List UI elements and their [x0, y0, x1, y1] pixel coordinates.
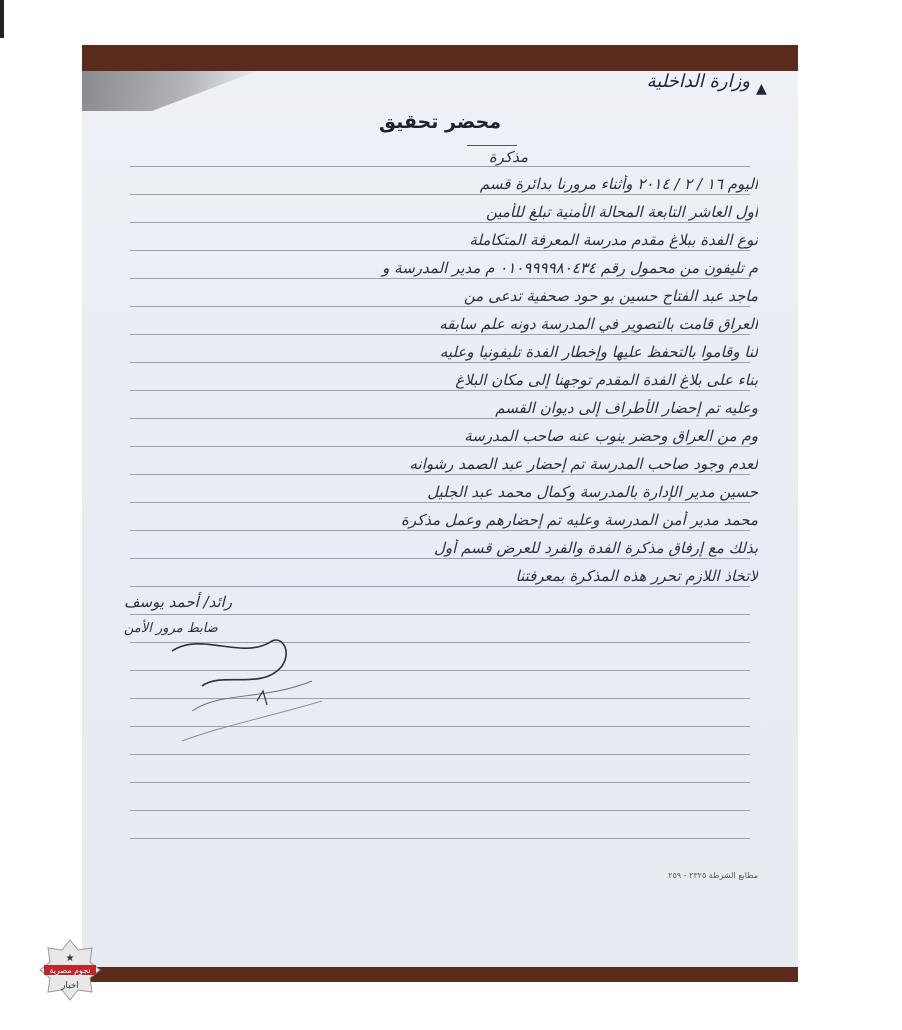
signature-stroke [182, 701, 322, 741]
logo-text-top: نجوم مصرية [49, 966, 91, 975]
ruled-line [130, 278, 750, 279]
handwritten-line: وعليه تم إحضار الأطراف إلى ديوان القسم [495, 399, 758, 417]
ruled-line [130, 306, 750, 307]
handwritten-line: العراق قامت بالتصوير في المدرسة دونه علم سابقه [439, 315, 758, 333]
handwritten-line: ماجد عبد الفتاح حسين بو حود صحفية تدعى من [463, 287, 758, 305]
ruled-line [130, 418, 750, 419]
ruled-line [130, 194, 750, 195]
ruled-line [130, 838, 750, 839]
title-underline [467, 145, 517, 146]
handwritten-line: لاتخاذ اللازم تحرر هذه المذكرة بمعرفتنا [515, 567, 758, 585]
print-footer: مطابع الشرطة ٢٣٢٥ - ٢٥٩ [668, 871, 758, 880]
ruled-line [130, 502, 750, 503]
document-title: محضر تحقيق [379, 111, 501, 133]
handwritten-line: بذلك مع إرفاق مذكرة الفدة والفرد للعرض قسم أول [433, 539, 758, 557]
ruled-line [130, 754, 750, 755]
ruled-line [130, 334, 750, 335]
handwritten-line: وم من العراق وحضر ينوب عنه صاحب المدرسة [464, 427, 758, 445]
handwritten-line: حسين مدير الإدارة بالمدرسة وكمال محمد عبد الجليل [427, 483, 758, 501]
signature-stroke [192, 681, 312, 711]
ruled-line [130, 390, 750, 391]
signature-scribble [162, 631, 322, 751]
photo-frame [82, 45, 798, 982]
handwritten-line: مذكرة [488, 148, 528, 166]
ruled-line [130, 362, 750, 363]
ruled-line [130, 810, 750, 811]
signature-stroke [172, 640, 286, 686]
handwritten-line: م تليفون من محمول رقم ٠١٠٩٩٩٩٨٠٤٣٤ م مدير المدرسة و [382, 259, 758, 277]
emblem-icon: ▲ [756, 81, 767, 97]
ruled-line [130, 474, 750, 475]
ruled-line [130, 614, 750, 615]
signer-title: ضابط مرور الأمن [124, 621, 218, 636]
handwritten-line: نوع الفدة ببلاغ مقدم مدرسة المعرفة المتكاملة [469, 231, 758, 249]
ruled-line [130, 782, 750, 783]
ruled-line [130, 530, 750, 531]
handwritten-line: محمد مدير أمن المدرسة وعليه تم إحضارهم وعمل مذكرة [401, 511, 758, 529]
watermark-logo [38, 938, 102, 1002]
ministry-header: وزارة الداخلية [646, 71, 750, 92]
handwritten-line: لنا وقاموا بالتحفظ عليها وإخطار الفدة تليفونيا وعليه [439, 343, 758, 361]
corner-mark [0, 0, 4, 38]
handwritten-line: اليوم ١٦ / ٢ / ٢٠١٤ وأثناء مرورنا بدائرة قسم [479, 175, 758, 193]
ruled-line [130, 250, 750, 251]
handwritten-line: بناء على بلاغ الفدة المقدم توجهنا إلى مكان البلاغ [455, 371, 758, 389]
ruled-line [130, 166, 750, 167]
handwritten-line: لعدم وجود صاحب المدرسة تم إحضار عبد الصمد رشوانه [409, 455, 758, 473]
handwritten-line: أول العاشر التابعة المحالة الأمنية تبلغ للأمين [485, 203, 758, 221]
ruled-line [130, 222, 750, 223]
ruled-line [130, 586, 750, 587]
logo-text-bottom: اخبار [61, 981, 79, 991]
logo-star-icon: ★ [65, 953, 75, 964]
ruled-line [130, 558, 750, 559]
document-paper [82, 71, 798, 967]
paper-shadow-band [82, 71, 257, 111]
ruled-line [130, 446, 750, 447]
signer-name: رائد/ أحمد يوسف [124, 593, 233, 611]
